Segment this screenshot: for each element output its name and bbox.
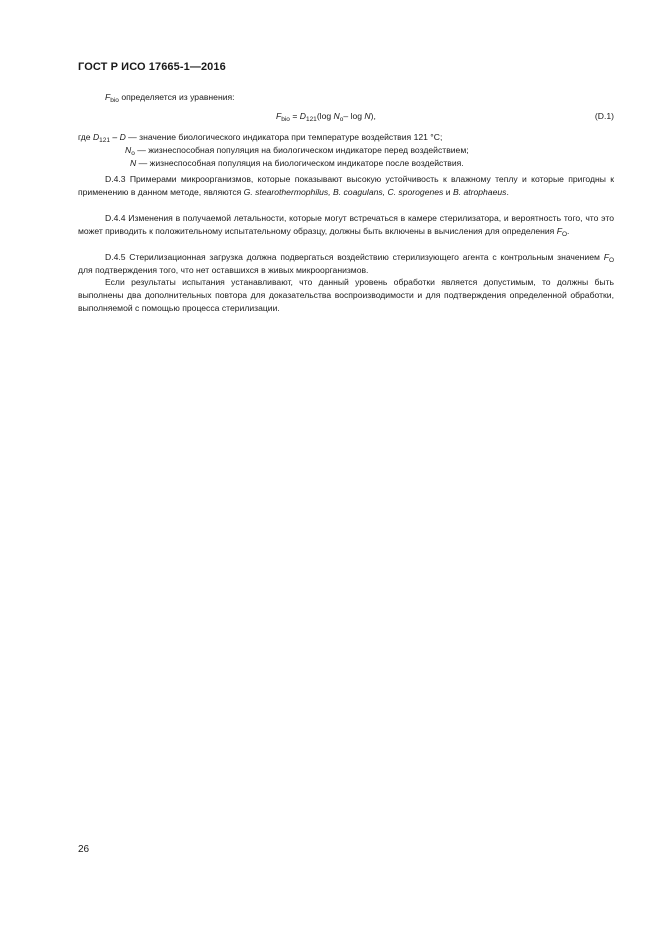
where-item-no: $N_o$ — жизнеспособная популяция на биологическом индикаторе перед воздействием; (125, 145, 469, 157)
formula-number: (D.1) (594, 111, 614, 121)
fbio-definition: $F_{bio}$ определяется из уравнения: (105, 92, 235, 104)
paragraph-d43: D.4.3 Примерами микроорганизмов, которые показывают высокую устойчивость к влажному теплу и которые пригодны к применению в данном методе, являются G. stearothermophilus, B. coagulans, C. sporogenes и B. atrophaeus. (78, 174, 614, 197)
page-number: 26 (78, 844, 90, 855)
paragraph-results: Если результаты испытания устанавливают, что данный уровень обработки является допустимым, то должны быть выполнены два дополнительных повтора для доказательства воспроизводимости и для подтверждения определенной обработки, выполняемой с помощью процесса стерилизации. (78, 277, 614, 313)
paragraph-d45: D.4.5 Стерилизационная загрузка должна подвергаться воздействию стерилизующего агента с контрольным значением $F_O$ для подтверждения того, что нет оставшихся в живых микроорганизмов. (78, 252, 614, 275)
paragraph-d44: D.4.4 Изменения в получаемой летальности, которые могут встречаться в камере стерилизатора, и вероятность того, что это может приводить к положительному испытательному образцу, должны быть включены в вычисления для определения $F_O$. (78, 213, 614, 238)
where-item-n: N — жизнеспособная популяция на биологическом индикаторе после воздействия. (130, 158, 464, 168)
document-header: ГОСТ Р ИСО 17665-1—2016 (78, 61, 226, 73)
formula-d1: $F_{bio} = D_{121}(\log$ $N_o-$ log N), (276, 111, 376, 123)
where-item-d121: где $D_{121}$ – D — значение биологического индикатора при температуре воздействия 121 °C; (78, 132, 443, 144)
